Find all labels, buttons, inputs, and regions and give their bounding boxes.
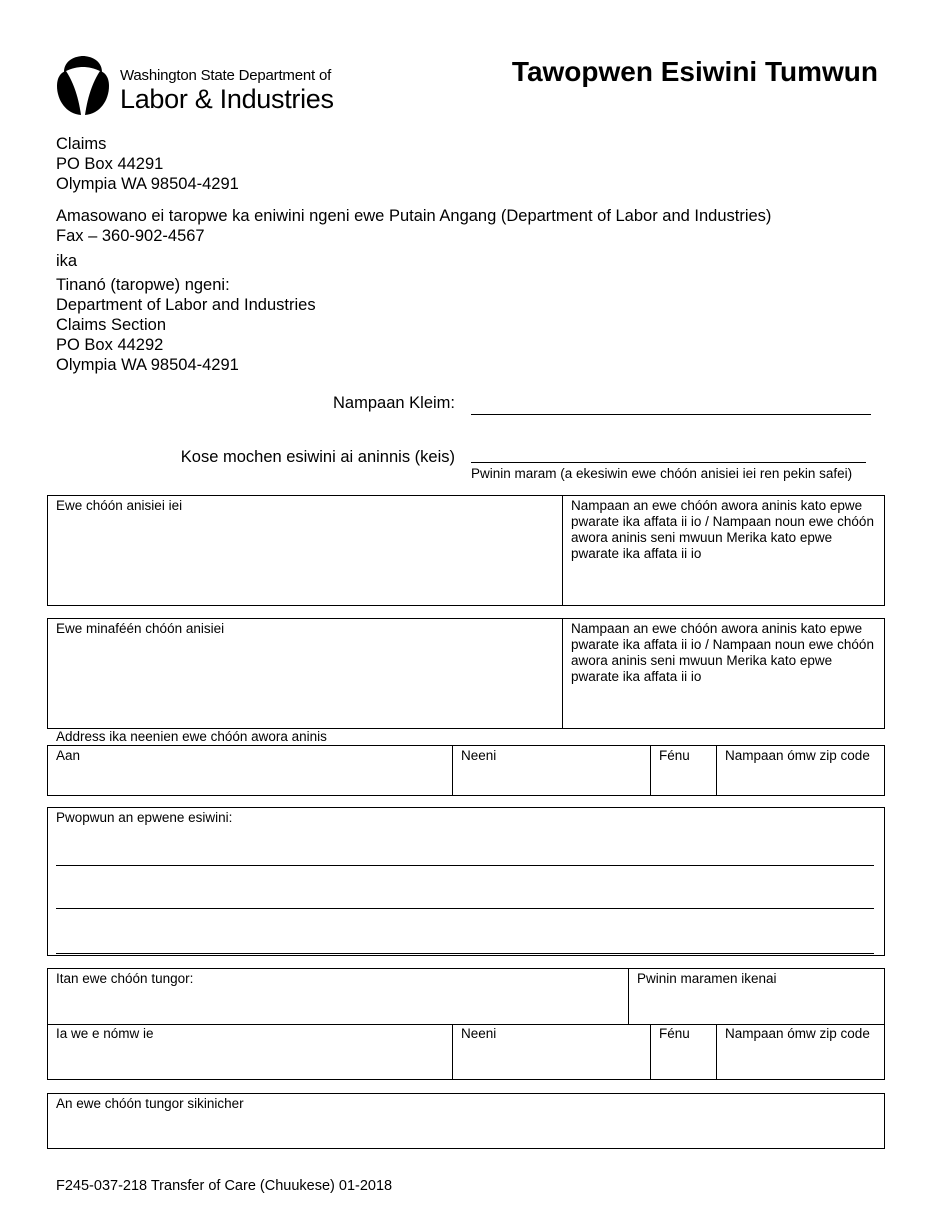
form-title: Tawopwen Esiwini Tumwun — [511, 56, 878, 87]
transfer-reason-label: Pwopwun an epwene esiwini: — [56, 810, 233, 825]
claim-number-field[interactable] — [471, 414, 871, 415]
worker-zip-field[interactable] — [716, 1024, 884, 1079]
provider-street-field[interactable] — [48, 746, 453, 795]
address-line: Claims — [56, 135, 107, 153]
transfer-date-caption: Pwinin maram (a ekesiwin ewe chóón anisiei iei ren pekin safei) — [471, 466, 853, 481]
provider-address-caption: Address ika neenien ewe chóón awora aninis — [56, 729, 327, 744]
worker-info-box — [47, 968, 885, 1080]
new-provider-name-label: Ewe minaféén chóón anisiei — [56, 621, 225, 636]
worker-zip-label: Nampaan ómw zip code — [725, 1026, 870, 1041]
current-provider-box — [47, 495, 885, 606]
transfer-reason-line[interactable] — [56, 908, 874, 909]
worker-date-label: Pwinin maramen ikenai — [637, 971, 777, 986]
worker-address-field[interactable] — [48, 1024, 453, 1079]
address-line: PO Box 44291 — [56, 155, 164, 173]
worker-name-label: Itan ewe chóón tungor: — [56, 971, 194, 986]
fax-instructions: Amasowano ei taropwe ka eniwini ngeni ewe Putain Angang (Department of Labor and Industries) — [56, 207, 772, 225]
logo-department-text: Washington State Department of — [120, 67, 332, 84]
provider-street-label: Aan — [56, 748, 81, 763]
worker-address-label: Ia we e nómw ie — [56, 1026, 154, 1041]
address-line: Olympia WA 98504-4291 — [56, 175, 239, 193]
transfer-reason-line[interactable] — [56, 865, 874, 866]
address-line: PO Box 44292 — [56, 336, 164, 354]
form-number-footer: F245-037-218 Transfer of Care (Chuukese) 01-2018 — [56, 1178, 393, 1194]
transfer-reason-line[interactable] — [56, 953, 874, 954]
claim-number-label: Nampaan Kleim: — [333, 394, 455, 412]
new-provider-id-field[interactable] — [562, 619, 884, 728]
transfer-date-field[interactable] — [471, 462, 866, 463]
mail-to-address — [56, 275, 316, 375]
worker-city-label: Neeni — [461, 1026, 497, 1041]
logo-agency-text: Labor & Industries — [120, 84, 334, 114]
new-provider-id-label: Nampaan an ewe chóón awora aninis kato epwe pwarate ika affata ii io / Nampaan noun ewe chóón awora aninis seni mwuun Merika kato epwe pwarate ika affata ii io — [571, 621, 874, 684]
worker-state-label: Fénu — [659, 1026, 690, 1041]
transfer-reason-box — [47, 807, 885, 956]
current-provider-id-field[interactable] — [562, 496, 884, 605]
provider-city-label: Neeni — [461, 748, 497, 763]
or-label: ika — [56, 252, 78, 270]
address-line: Tinanó (taropwe) ngeni: — [56, 276, 230, 294]
worker-name-field[interactable] — [48, 969, 629, 1025]
fax-number: Fax – 360-902-4567 — [56, 227, 205, 245]
new-provider-box — [47, 618, 885, 729]
provider-address-box — [47, 745, 885, 796]
provider-state-label: Fénu — [659, 748, 690, 763]
worker-state-field[interactable] — [650, 1024, 717, 1079]
fax-note — [56, 206, 771, 246]
provider-state-field[interactable] — [650, 746, 717, 795]
claims-address — [56, 134, 239, 194]
worker-signature-label: An ewe chóón tungor sikinicher — [56, 1096, 244, 1111]
address-line: Olympia WA 98504-4291 — [56, 356, 239, 374]
worker-signature-field[interactable] — [47, 1093, 885, 1149]
lni-logo-icon — [54, 54, 112, 118]
address-line: Department of Labor and Industries — [56, 296, 316, 314]
worker-date-field[interactable] — [628, 969, 884, 1025]
provider-zip-label: Nampaan ómw zip code — [725, 748, 870, 763]
provider-zip-field[interactable] — [716, 746, 884, 795]
provider-city-field[interactable] — [452, 746, 651, 795]
transfer-date-label: Kose mochen esiwini ai aninnis (keis) — [180, 448, 455, 466]
current-provider-name-field[interactable] — [48, 496, 563, 605]
current-provider-id-label: Nampaan an ewe chóón awora aninis kato epwe pwarate ika affata ii io / Nampaan noun ewe chóón awora aninis seni mwuun Merika kato epwe pwarate ika affata ii io — [571, 498, 874, 561]
current-provider-name-label: Ewe chóón anisiei iei — [56, 498, 183, 513]
new-provider-name-field[interactable] — [48, 619, 563, 728]
worker-city-field[interactable] — [452, 1024, 651, 1079]
address-line: Claims Section — [56, 316, 167, 334]
